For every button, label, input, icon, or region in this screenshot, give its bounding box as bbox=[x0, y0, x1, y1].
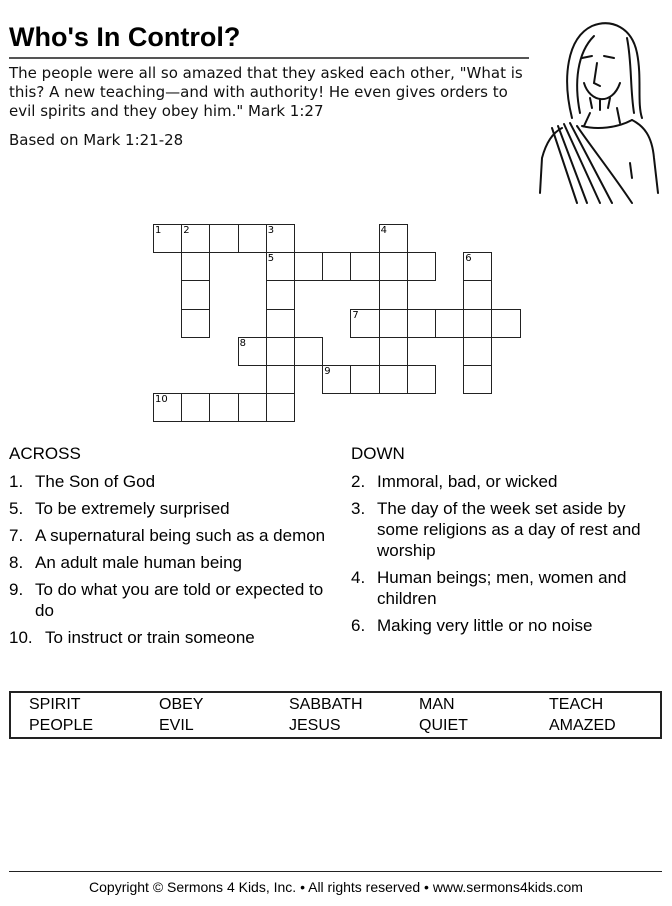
crossword-cell[interactable] bbox=[153, 224, 182, 253]
word-bank bbox=[9, 691, 662, 739]
clue-number: 3 bbox=[267, 225, 275, 236]
jesus-illustration bbox=[532, 8, 672, 208]
clue-text: The Son of God bbox=[35, 472, 156, 491]
clue-number: 9. bbox=[9, 580, 24, 599]
word-bank-word: MAN bbox=[419, 696, 455, 713]
clue-number: 9 bbox=[324, 366, 331, 377]
clue-text: The day of the week set aside by some religions as a day of rest and worship bbox=[377, 499, 641, 560]
across-clue bbox=[9, 579, 329, 621]
crossword-cell[interactable] bbox=[379, 337, 408, 366]
across-clues bbox=[9, 443, 329, 654]
across-clue bbox=[9, 498, 329, 519]
crossword-cell[interactable] bbox=[266, 252, 295, 281]
word-bank-word: TEACH bbox=[549, 696, 604, 713]
crossword-cell[interactable] bbox=[463, 337, 492, 366]
crossword-cell[interactable] bbox=[379, 252, 408, 281]
page-title: Who's In Control? bbox=[9, 22, 241, 52]
crossword-cell[interactable] bbox=[238, 224, 267, 253]
crossword-cell[interactable] bbox=[407, 309, 436, 338]
crossword-cell[interactable] bbox=[379, 365, 408, 394]
word-bank-word: JESUS bbox=[289, 717, 341, 734]
crossword-cell[interactable] bbox=[238, 337, 267, 366]
clue-number: 4 bbox=[380, 225, 387, 236]
word-bank-word: SABBATH bbox=[289, 696, 363, 713]
scripture-reference: Based on Mark 1:21-28 bbox=[9, 131, 184, 149]
clue-number: 4. bbox=[351, 568, 366, 587]
clue-text: To instruct or train someone bbox=[45, 628, 255, 647]
down-clue bbox=[351, 615, 671, 636]
crossword-cell[interactable] bbox=[181, 309, 210, 338]
across-clue bbox=[9, 471, 329, 492]
word-bank-word: OBEY bbox=[159, 696, 204, 713]
crossword-cell[interactable] bbox=[294, 337, 323, 366]
crossword-cell[interactable] bbox=[209, 224, 238, 253]
clue-number: 7. bbox=[9, 526, 24, 545]
clue-number: 6. bbox=[351, 616, 366, 635]
across-clue bbox=[9, 552, 329, 573]
clue-text: To be extremely surprised bbox=[35, 499, 230, 518]
crossword-cell[interactable] bbox=[181, 252, 210, 281]
crossword-cell[interactable] bbox=[407, 365, 436, 394]
scripture-verse: The people were all so amazed that they asked each other, "What is this? A new teaching—and with authority! He even gives orders to evil spirits and they obey him." Mark 1:27 bbox=[9, 64, 523, 120]
crossword-cell[interactable] bbox=[181, 224, 210, 253]
word-bank-word: QUIET bbox=[419, 717, 468, 734]
down-clue bbox=[351, 567, 671, 609]
clue-number: 10. bbox=[9, 628, 33, 647]
clue-number: 8. bbox=[9, 553, 24, 572]
title-divider bbox=[9, 57, 529, 59]
clue-text: A supernatural being such as a demon bbox=[35, 526, 326, 545]
crossword-cell[interactable] bbox=[322, 252, 351, 281]
clue-number: 3. bbox=[351, 499, 366, 518]
clue-number: 2 bbox=[183, 225, 190, 236]
word-bank-word: AMAZED bbox=[549, 717, 616, 734]
down-clues bbox=[351, 443, 671, 642]
clue-text: Human beings; men, women and children bbox=[377, 568, 627, 608]
crossword-cell[interactable] bbox=[266, 337, 295, 366]
crossword-cell[interactable] bbox=[181, 280, 210, 309]
crossword-cell[interactable] bbox=[294, 252, 323, 281]
copyright-footer: Copyright © Sermons 4 Kids, Inc. • All rights reserved • www.sermons4kids.com bbox=[89, 879, 583, 895]
crossword-cell[interactable] bbox=[463, 309, 492, 338]
clue-number: 8 bbox=[239, 337, 246, 349]
clue-text: To do what you are told or expected to do bbox=[35, 580, 324, 620]
crossword-cell[interactable] bbox=[463, 280, 492, 309]
crossword-cell[interactable] bbox=[435, 309, 464, 338]
clue-text: Making very little or no noise bbox=[377, 616, 593, 635]
crossword-cell[interactable] bbox=[379, 224, 408, 253]
clue-number: 1 bbox=[155, 225, 162, 236]
clue-number: 2. bbox=[351, 472, 366, 491]
clue-number: 7 bbox=[352, 309, 359, 321]
crossword-cell[interactable] bbox=[266, 309, 295, 338]
down-clue bbox=[351, 471, 671, 492]
word-bank-word: PEOPLE bbox=[29, 717, 94, 734]
clue-number: 6 bbox=[465, 253, 472, 265]
across-clue bbox=[9, 627, 329, 648]
crossword-cell[interactable] bbox=[181, 393, 210, 422]
across-clue bbox=[9, 525, 329, 546]
crossword-cell[interactable] bbox=[238, 393, 267, 422]
crossword-cell[interactable] bbox=[350, 365, 379, 394]
clue-number: 5. bbox=[9, 499, 24, 518]
crossword-cell[interactable] bbox=[153, 393, 182, 422]
crossword-cell[interactable] bbox=[463, 252, 492, 281]
crossword-cell[interactable] bbox=[407, 252, 436, 281]
clue-number: 5 bbox=[267, 253, 275, 265]
clue-text: Immoral, bad, or wicked bbox=[377, 472, 558, 491]
clue-text: An adult male human being bbox=[35, 553, 242, 572]
clue-number: 1. bbox=[9, 472, 24, 491]
crossword-cell[interactable] bbox=[379, 309, 408, 338]
down-heading: DOWN bbox=[351, 444, 405, 463]
crossword-cell[interactable] bbox=[379, 280, 408, 309]
word-bank-word: SPIRIT bbox=[29, 696, 81, 713]
across-heading: ACROSS bbox=[9, 444, 81, 463]
clue-number: 10 bbox=[155, 394, 168, 406]
down-clue bbox=[351, 498, 671, 561]
crossword-cell[interactable] bbox=[350, 252, 379, 281]
crossword-cell[interactable] bbox=[463, 365, 492, 394]
crossword-cell[interactable] bbox=[209, 393, 238, 422]
crossword-cell[interactable] bbox=[266, 280, 295, 309]
crossword-cell[interactable] bbox=[266, 224, 295, 253]
footer-divider bbox=[9, 871, 662, 872]
crossword-cell[interactable] bbox=[491, 309, 520, 338]
crossword-cell[interactable] bbox=[350, 309, 379, 338]
crossword-cell[interactable] bbox=[266, 365, 295, 394]
crossword-cell[interactable] bbox=[266, 393, 295, 422]
word-bank-word: EVIL bbox=[159, 717, 194, 734]
crossword-cell[interactable] bbox=[322, 365, 351, 394]
